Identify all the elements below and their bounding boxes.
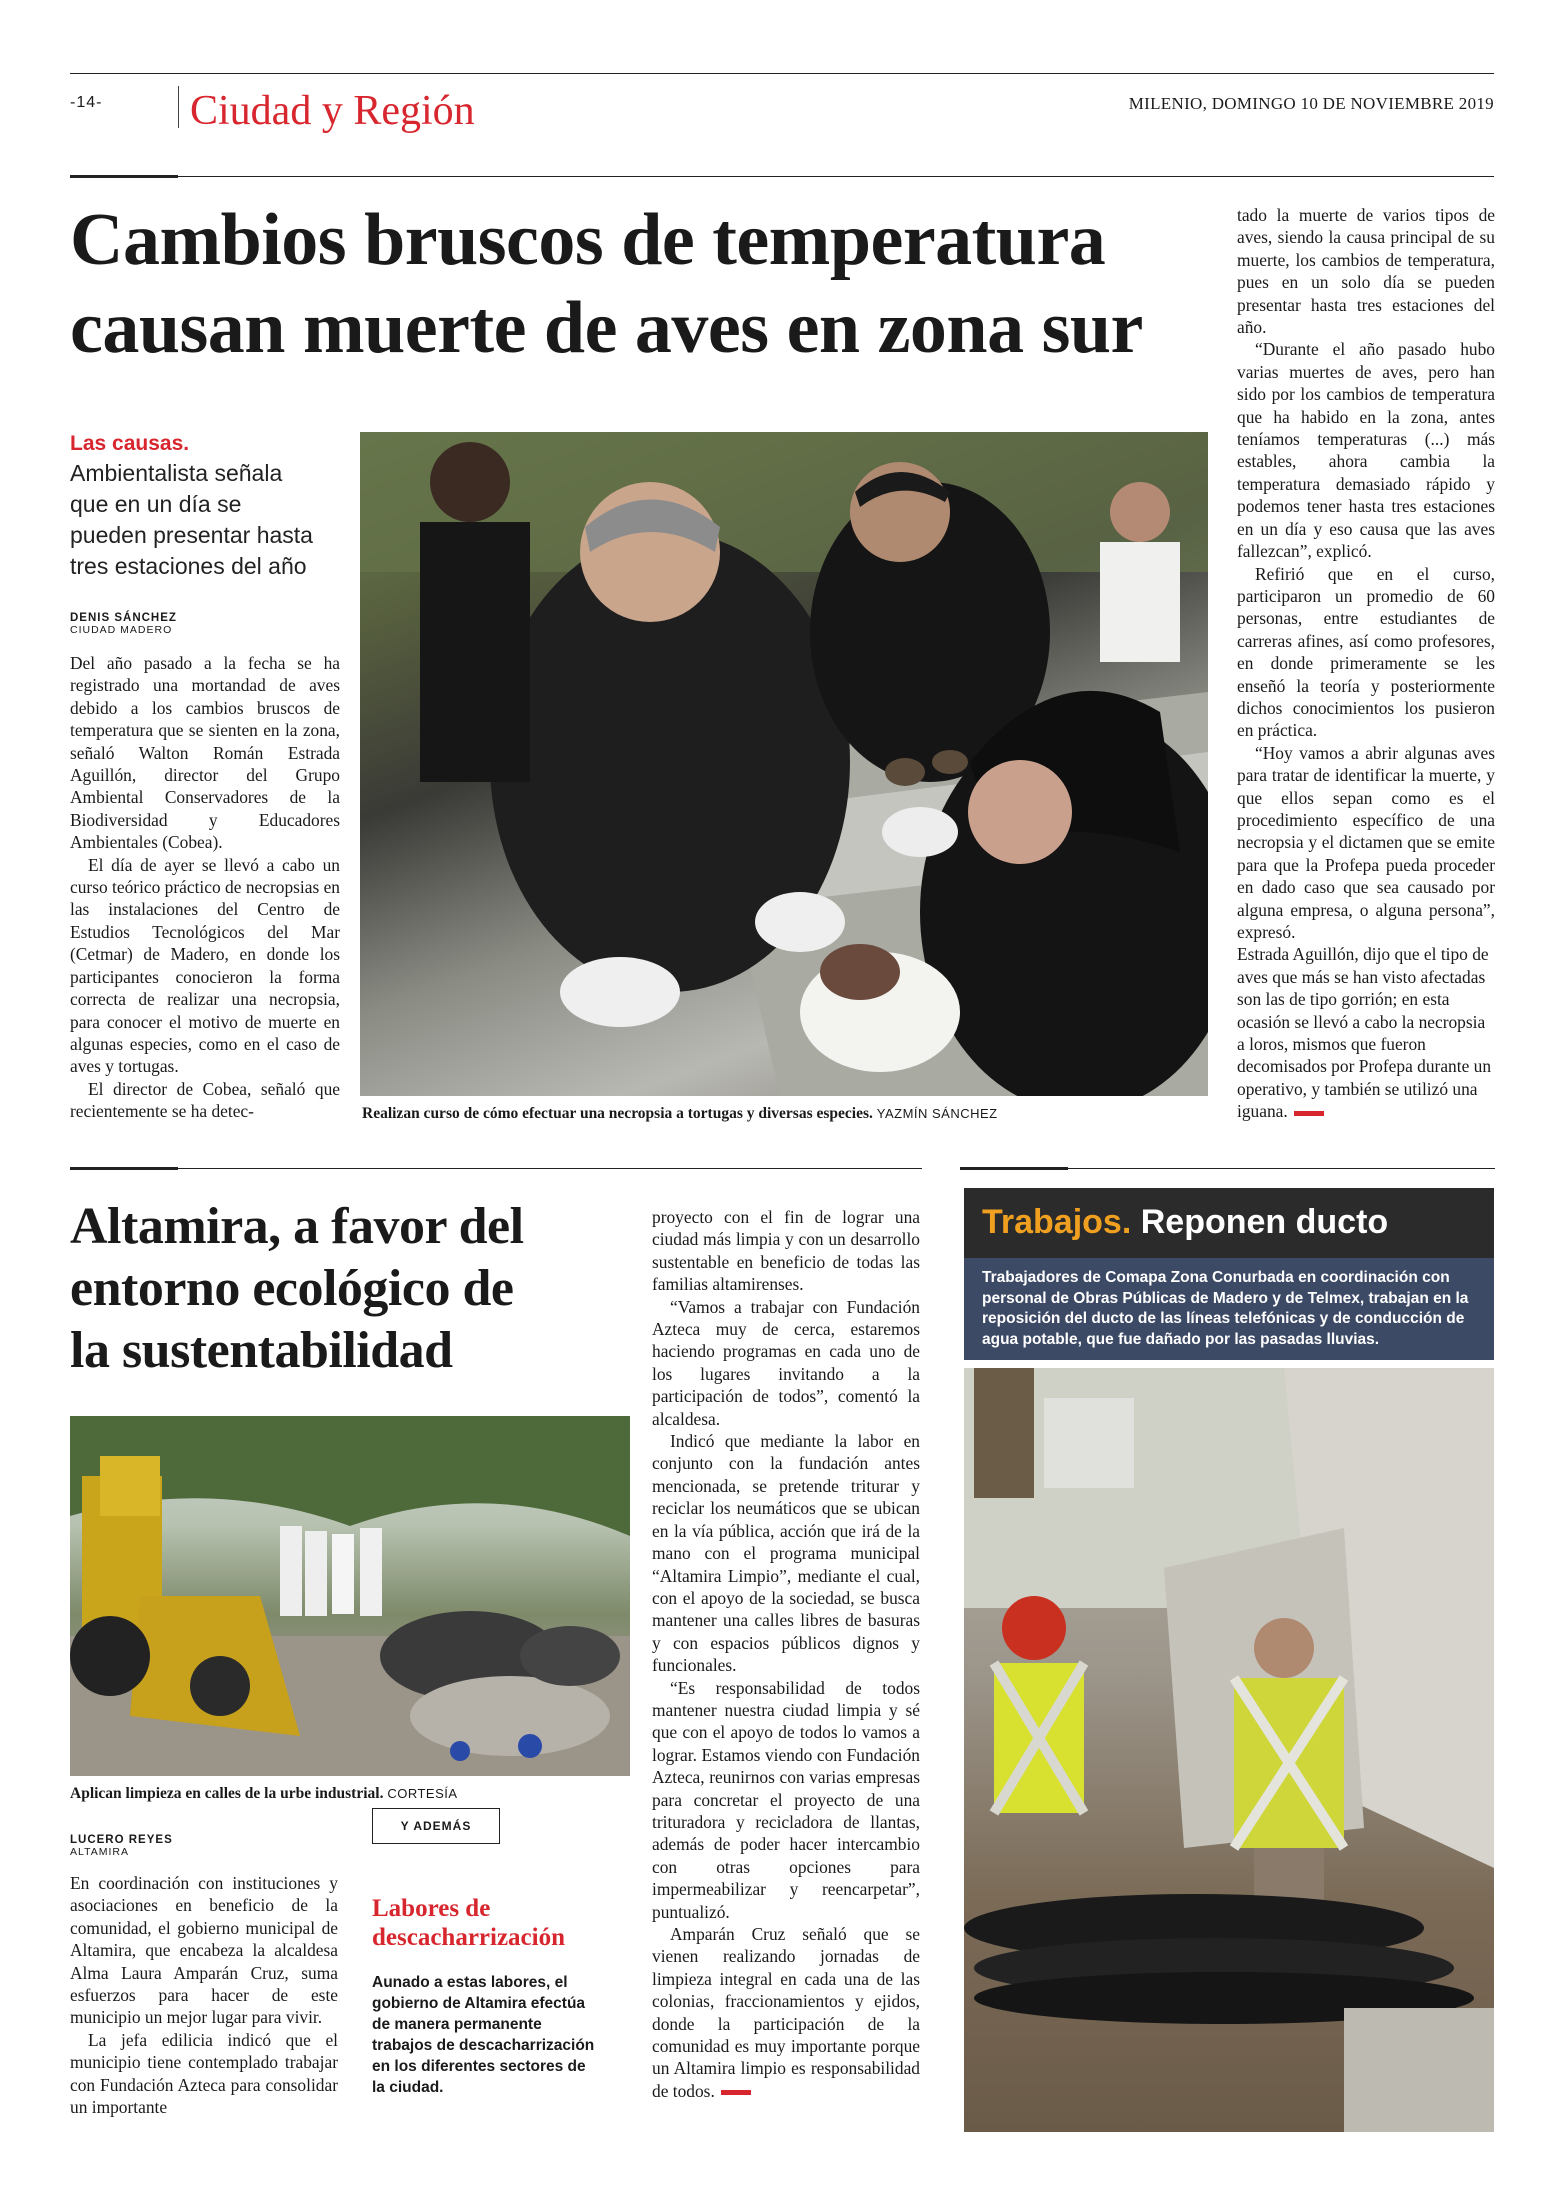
story2-column-1 xyxy=(70,1872,338,2118)
story2-col3-p3: Indicó que mediante la labor en conjunto con la fundación antes mencionada, se pretende triturar y reciclar los neumáticos que se ubican en la vía pública, acción que irá de la mano con el programa municipal “Altamira Limpio”, mediante el cual, con el apoyo de la sociedad, se busca mantener una calles libres de basuras y con espacios públicos dignos y funcionales. xyxy=(652,1431,920,1676)
story2-col3-p2: “Vamos a trabajar con Fundación Azteca muy de cerca, estaremos haciendo programas en cada uno de los lugares invitando a la participación de todos”, comentó la alcaldesa. xyxy=(652,1296,920,1429)
necropsy-photo-credit: YAZMÍN SÁNCHEZ xyxy=(876,1106,998,1121)
byline-name: DENIS SÁNCHEZ xyxy=(70,612,177,624)
story2-accent-rule xyxy=(70,1167,178,1170)
story2-col3-p5 xyxy=(652,1923,920,2102)
duct-repair-photo-illustration xyxy=(964,1368,1494,2132)
cleanup-caption xyxy=(70,1784,650,1804)
trabajos-title xyxy=(982,1202,1388,1242)
story2-headline-line3: la sustentabilidad xyxy=(70,1322,453,1379)
dateline: MILENIO, DOMINGO 10 DE NOVIEMBRE 2019 xyxy=(1128,94,1494,113)
story1-column-3 xyxy=(1237,204,1495,1123)
cleanup-photo xyxy=(70,1416,630,1776)
byline-name: LUCERO REYES xyxy=(70,1834,173,1846)
trabajos-title-white: Reponen ducto xyxy=(1140,1203,1389,1241)
story1-col3-p1: tado la muerte de varios tipos de aves, siendo la causa principal de su muerte, los cambios de temperatura, pues en un solo día se pueden presentar hasta tres estaciones del año. xyxy=(1237,205,1495,338)
cleanup-photo-credit: CORTESÍA xyxy=(387,1786,458,1801)
story1-col1-p1: Del año pasado a la fecha se ha registrado una mortandad de aves debido a los cambios bruscos de temperatura que se sienten en la zona, señaló Walton Román Estrada Aguillón, director del Grupo Ambiental Conservadores de la Biodiversidad y Educadores Ambientales (Cobea). xyxy=(70,653,340,853)
story1-col1-p3: El director de Cobea, señaló que recientemente se ha detec- xyxy=(70,1078,340,1122)
story1-headline xyxy=(70,196,1230,372)
story1-col1-p2: El día de ayer se llevó a cabo un curso teórico práctico de necropsias en las instalaciones del Centro de Estudios Tecnológicos del Mar (Cetmar) de Madero, en donde los participantes conocieron la forma correcta de realizar una necropsia, para conocer el motivo de muerte en algunas especies, como en el caso de aves y tortugas. xyxy=(70,854,340,1077)
story1-col3-p3: Refirió que en el curso, participaron un promedio de 60 personas, entre estudiantes de carreras afines, así como profesores, en donde primeramente se les enseñó la teoría y posteriormente dichos conocimientos los pusieron en práctica. xyxy=(1237,563,1495,741)
section-title: Ciudad y Región xyxy=(190,88,475,134)
sidebar-text: Aunado a estas labores, el gobierno de Altamira efectúa de manera permanente trabajos de descacharrización en los diferentes sectores de la ciudad. xyxy=(372,1974,595,2096)
story2-top-rule xyxy=(70,1168,922,1169)
story2-headline xyxy=(70,1196,630,1382)
story1-headline-line1: Cambios bruscos de temperatura xyxy=(70,199,1106,281)
top-rule xyxy=(70,73,1494,74)
trabajos-text-box xyxy=(964,1258,1494,1360)
story1-column-1 xyxy=(70,652,340,1123)
story1-deck-block xyxy=(70,430,320,582)
duct-repair-photo xyxy=(964,1368,1494,2132)
cleanup-caption-text: Aplican limpieza en calles de la urbe industrial. xyxy=(70,1785,384,1802)
story2-col1-p2: La jefa edilicia indicó que el municipio tiene contemplado trabajar con Fundación Azteca para consolidar un importante xyxy=(70,2029,338,2118)
story2-headline-line2: entorno ecológico de xyxy=(70,1260,514,1317)
story1-col3-p4: “Hoy vamos a abrir algunas aves para tratar de identificar la muerte, y que ellos sepan como es el procedimiento específico de una necropsia y el dictamen que se emite para que la Profepa pueda proceder en dado caso que sea causado por alguna empresa, o alguna persona”, expresó. xyxy=(1237,742,1495,942)
byline-place: CIUDAD MADERO xyxy=(70,624,173,636)
story2-col1-p1: En coordinación con instituciones y asociaciones en beneficio de la comunidad, el gobierno municipal de Altamira, que encabeza la alcaldesa Alma Laura Amparán Cruz, suma esfuerzos para hacer de este municipio un mejor lugar para vivir. xyxy=(70,1873,338,2028)
story1-col3-p5 xyxy=(1237,944,1491,1121)
story2-headline-line1: Altamira, a favor del xyxy=(70,1198,524,1255)
page-number: -14- xyxy=(70,94,103,111)
necropsy-photo xyxy=(360,432,1208,1096)
cleanup-photo-illustration xyxy=(70,1416,630,1776)
story1-headline-line2: causan muerte de aves en zona sur xyxy=(70,287,1143,369)
trabajos-title-box xyxy=(964,1188,1494,1258)
byline-place: ALTAMIRA xyxy=(70,1846,129,1858)
story2-col3-p1: proyecto con el fin de lograr una ciudad más limpia y con un desarrollo sustentable en beneficio de todas las familias altamirenses. xyxy=(652,1207,920,1295)
necropsy-caption xyxy=(362,1104,1262,1124)
trabajos-text: Trabajadores de Comapa Zona Conurbada en coordinación con personal de Obras Públicas de Madero y de Telmex, trabajan en la reposición del ducto de las líneas telefónicas y de conducción de agua potable, que fue dañado por las pasadas lluvias. xyxy=(982,1269,1469,1348)
story2-column-3 xyxy=(652,1206,920,2102)
end-mark xyxy=(721,2090,751,2095)
trabajos-title-red: Trabajos. xyxy=(982,1203,1132,1241)
story1-kicker: Las causas. xyxy=(70,432,190,455)
story1-col3-p5-text: Estrada Aguillón, dijo que el tipo de aves que más se han visto afectadas son las de tipo gorrión; en esta ocasión se llevó a cabo la necropsia a loros, mismos que fueron decomisados por Profepa durante un operativo, y también se utilizó una iguana. xyxy=(1237,944,1492,1122)
story1-deck: Ambientalista señala que en un día se pueden presentar hasta tres estaciones del año xyxy=(70,460,313,579)
story1-byline xyxy=(70,612,340,636)
end-mark xyxy=(1294,1111,1324,1116)
y-ademas-tag: Y ADEMÁS xyxy=(372,1808,500,1844)
header-divider xyxy=(178,86,179,128)
story2-col3-p5-text: Amparán Cruz señaló que se vienen realizando jornadas de limpieza integral en cada una de las colonias, fraccionamientos y ejidos, donde la participación de la comunidad es muy importante porque un Altamira limpio es responsabilidad de todos. xyxy=(652,1924,920,2101)
story2-byline xyxy=(70,1834,340,1858)
story2-col3-p4: “Es responsabilidad de todos mantener nuestra ciudad limpia y sé que con el apoyo de todos lo vamos a lograr. Estamos viendo con Fundación Azteca, reunirnos con varias empresas para concretar el proyecto de una trituradora y recicladora de llantas, además de poder hacer intercambio con otras opciones para impermeabilizar y reencarpetar”, puntualizó. xyxy=(652,1677,920,1922)
header-bottom-rule xyxy=(70,176,1494,177)
necropsy-photo-illustration xyxy=(360,432,1208,1096)
story3-accent-rule xyxy=(960,1167,1068,1170)
necropsy-caption-text: Realizan curso de cómo efectuar una necropsia a tortugas y diversas especies. xyxy=(362,1105,873,1122)
sidebar-title: Labores de descacharrización xyxy=(372,1895,566,1951)
header-accent-rule xyxy=(70,175,178,178)
story1-col3-p2: “Durante el año pasado hubo varias muertes de aves, pero han sido por los cambios de temperatura que ha habido en la zona, antes teníamos temperaturas (...) más estables, ahora cambia la temperatura demasiado rápido y podemos tener hasta tres estaciones en un día y eso causa que las aves fallezcan”, explicó. xyxy=(1237,339,1495,562)
